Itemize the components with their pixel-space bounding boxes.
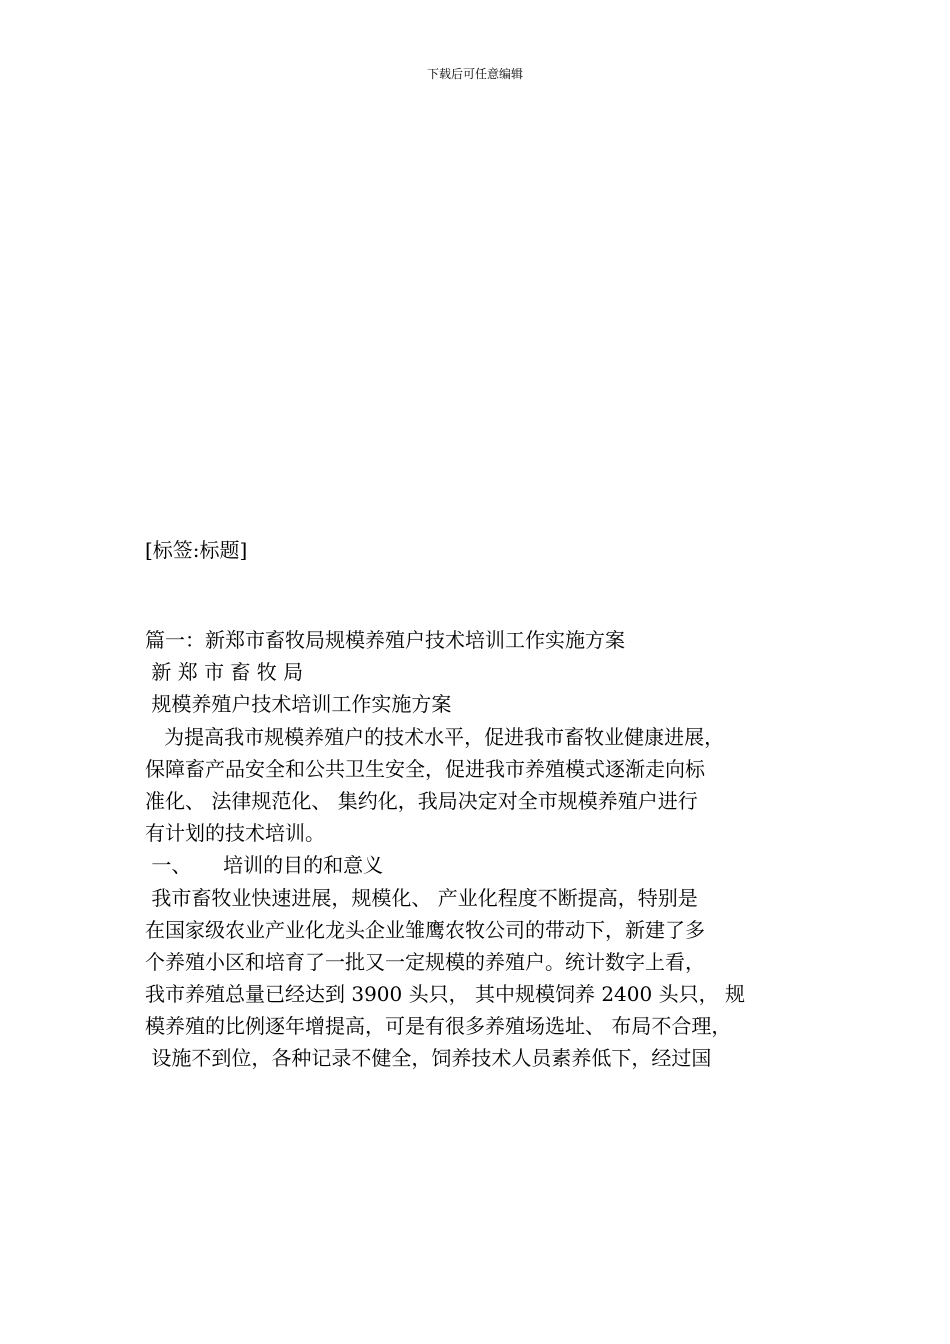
paragraph-line: 为提高我市规模养殖户的技术水平，促进我市畜牧业健康进展， <box>145 724 725 749</box>
document-body <box>145 624 810 1075</box>
plan-title-line: 规模养殖户技术培训工作实施方案 <box>145 692 452 717</box>
paragraph-line: 在国家级农业产业化龙头企业雏鹰农牧公司的带动下，新建了多 <box>145 917 705 942</box>
paragraph-line: 我市畜牧业快速进展，规模化、 产业化程度不断提高，特别是 <box>145 885 698 910</box>
section-heading: 一、 培训的目的和意义 <box>145 853 384 878</box>
page-header-note: 下载后可任意编辑 <box>426 67 523 81</box>
paragraph-line: 准化、 法律规范化、 集约化，我局决定对全市规模养殖户进行 <box>145 788 698 813</box>
paragraph-line: 我市养殖总量已经达到 3900 头只， 其中规模饲养 2400 头只， 规 <box>145 982 745 1007</box>
tag-label: [标签:标题] <box>145 538 248 562</box>
org-name-line: 新 郑 市 畜 牧 局 <box>145 660 304 685</box>
paragraph-line: 设施不到位，各种记录不健全，饲养技术人员素养低下，经过国 <box>145 1046 712 1071</box>
paragraph-line: 保障畜产品安全和公共卫生安全，促进我市养殖模式逐渐走向标 <box>145 756 705 781</box>
paragraph-line: 模养殖的比例逐年增提高，可是有很多养殖场选址、 布局不合理， <box>145 1014 732 1039</box>
paragraph-line: 有计划的技术培训。 <box>145 821 325 846</box>
paragraph-line: 个养殖小区和培育了一批又一定规模的养殖户。统计数字上看， <box>145 949 705 974</box>
doc-title-line: 篇一：新郑市畜牧局规模养殖户技术培训工作实施方案 <box>145 628 625 652</box>
